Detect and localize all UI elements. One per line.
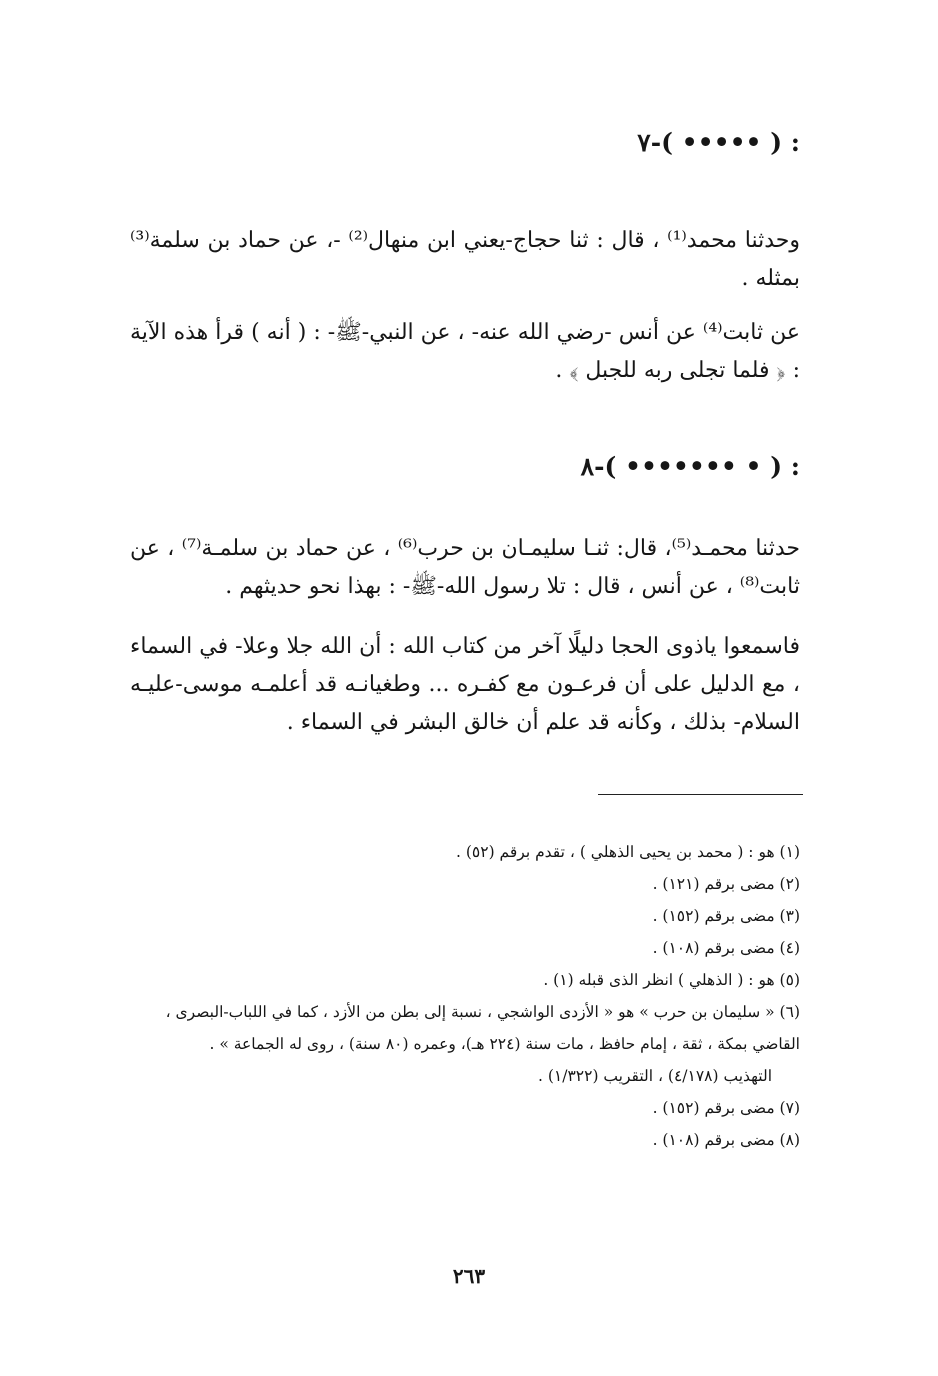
hadith-7-text: عن ثابت⁽⁴⁾ عن أنس -رضي الله عنه- ، عن النبي-ﷺ- : ( أنه ) قرأ هذه الآية : ﴿ فلما تجلى ربه للجبل ﴾ .	[130, 320, 800, 383]
hadith-7-heading: ٧-( ••••• ) :	[637, 128, 800, 157]
footnote-3: (٣) مضى برقم (١٥٢) .	[652, 907, 800, 925]
hadith-8-chain: حدثنا محمـد⁽⁵⁾، قال: ثنـا سليمـان بن حرب⁽⁶⁾ ، عن حماد بن سلمـة⁽⁷⁾ ، عن ثابت⁽⁸⁾ ، عن أنس ، قال : تلا رسول الله-ﷺ- : بهذا نحو حديثهم .	[130, 536, 800, 599]
author-commentary: فاسمعوا ياذوى الحجا دليلًا آخر من كتاب الله : أن الله جلا وعلا- في السماء ، مع الدليل على أن فرعـون مع كفـره ... وطغيانـه قد أعلمـه موسى-عليـه السلام- بذلك ، وكأنه قد علم أن خالق البشر في السماء .	[130, 634, 800, 735]
hadith-7-chain: وحدثنا محمد⁽¹⁾ ، قال : ثنا حجاج-يعني ابن منهال⁽²⁾ -، عن حماد بن سلمة⁽³⁾ بمثله .	[130, 228, 800, 291]
footnote-7: (٧) مضى برقم (١٥٢) .	[652, 1099, 800, 1117]
footnote-5: (٥) هو : ( الذهلي ) انظر الذى قبله (١) .	[543, 971, 800, 989]
footnote-2: (٢) مضى برقم (١٢١) .	[652, 875, 800, 893]
footnote-6-sources: التهذيب (٤/١٧٨) ، التقريب (١/٣٢٢) .	[538, 1067, 772, 1085]
page-number: ٢٦٣	[452, 1264, 486, 1288]
footnote-1: (١) هو : ( محمد بن يحيى الذهلي ) ، تقدم برقم (٥٢) .	[456, 843, 800, 861]
footnote-6: (٦) « سليمان بن حرب » هو « الأزدى الواشجي ، نسبة إلى بطن من الأزد ، كما في اللباب-البصرى ،	[165, 1003, 800, 1021]
footnote-separator	[598, 794, 803, 795]
footnote-8: (٨) مضى برقم (١٠٨) .	[652, 1131, 800, 1149]
footnote-4: (٤) مضى برقم (١٠٨) .	[652, 939, 800, 957]
hadith-8-heading: ٨-( ••••••• • ) :	[580, 452, 800, 481]
footnotes	[130, 836, 800, 1156]
footnote-6-continued: القاضي بمكة ، ثقة ، إمام حافظ ، مات سنة (٢٢٤ هـ)، وعمره (٨٠ سنة) ، روى له الجماعة » .	[209, 1035, 800, 1053]
